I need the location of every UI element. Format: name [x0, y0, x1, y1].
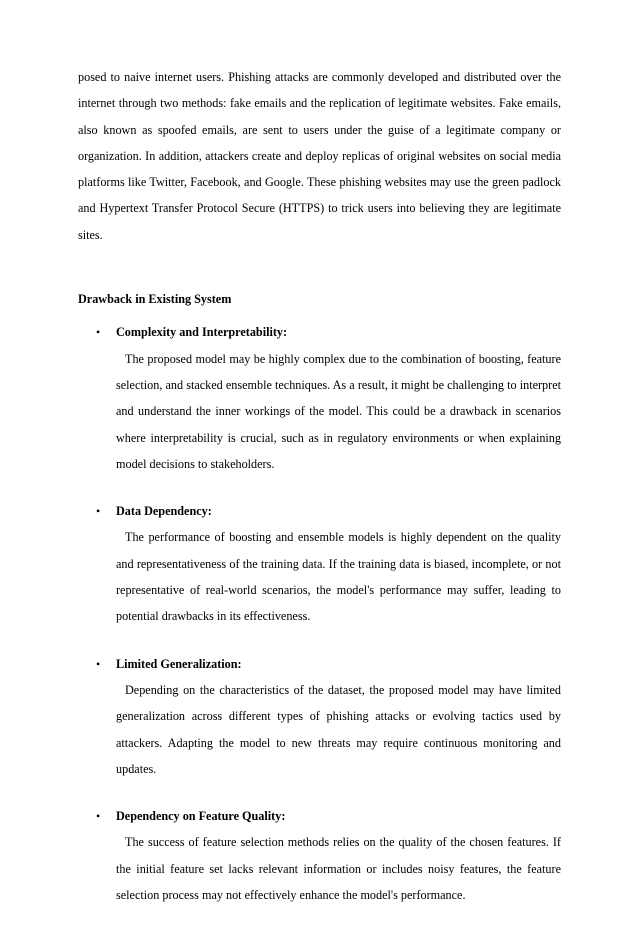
list-item [78, 319, 561, 477]
drawback-body: The performance of boosting and ensemble models is highly dependent on the quality and representativeness of the training data. If the training data is biased, incomplete, or not representative of real-world scenarios, the model's performance may suffer, leading to potential drawbacks in its effectiveness. [116, 530, 561, 624]
drawback-title: Complexity and Interpretability: [116, 325, 288, 340]
document-page [78, 64, 561, 929]
bullet-icon: • [96, 809, 101, 824]
intro-paragraph: posed to naive internet users. Phishing attacks are commonly developed and distributed over the internet through two methods: fake emails and the replication of legitimate websites. Fake emails, also known as spoofed emails, are sent to users under the guise of a legitimate company or organization. In addition, attackers create and deploy replicas of original websites on social media platforms like Twitter, Facebook, and Google. These phishing websites may use the green padlock and Hypertext Transfer Protocol Secure (HTTPS) to trick users into believing they are legitimate sites. [78, 70, 561, 242]
list-item [78, 498, 561, 629]
bullet-icon: • [96, 325, 101, 340]
drawback-title: Data Dependency: [116, 504, 212, 519]
drawback-list [78, 319, 561, 908]
drawback-body: The proposed model may be highly complex due to the combination of boosting, feature selection, and stacked ensemble techniques. As a result, it might be challenging to interpret and understand the inner workings of the model. This could be a drawback in scenarios where interpretability is crucial, such as in regulatory environments or when explaining model decisions to stakeholders. [116, 351, 561, 471]
bullet-icon: • [96, 504, 101, 519]
section-heading: Drawback in Existing System [78, 292, 232, 307]
list-item [78, 651, 561, 782]
drawback-body: Depending on the characteristics of the dataset, the proposed model may have limited generalization across different types of phishing attacks or evolving tactics used by attackers. Adapting the model to new threats may require continuous monitoring and updates. [116, 682, 561, 776]
bullet-icon: • [96, 656, 101, 671]
list-item [78, 803, 561, 908]
drawback-title: Limited Generalization: [116, 656, 242, 671]
drawback-title: Dependency on Feature Quality: [116, 809, 286, 824]
drawback-body: The success of feature selection methods relies on the quality of the chosen features. If the initial feature set lacks relevant information or includes noisy features, the feature selection process may not effectively enhance the model's performance. [116, 835, 561, 903]
